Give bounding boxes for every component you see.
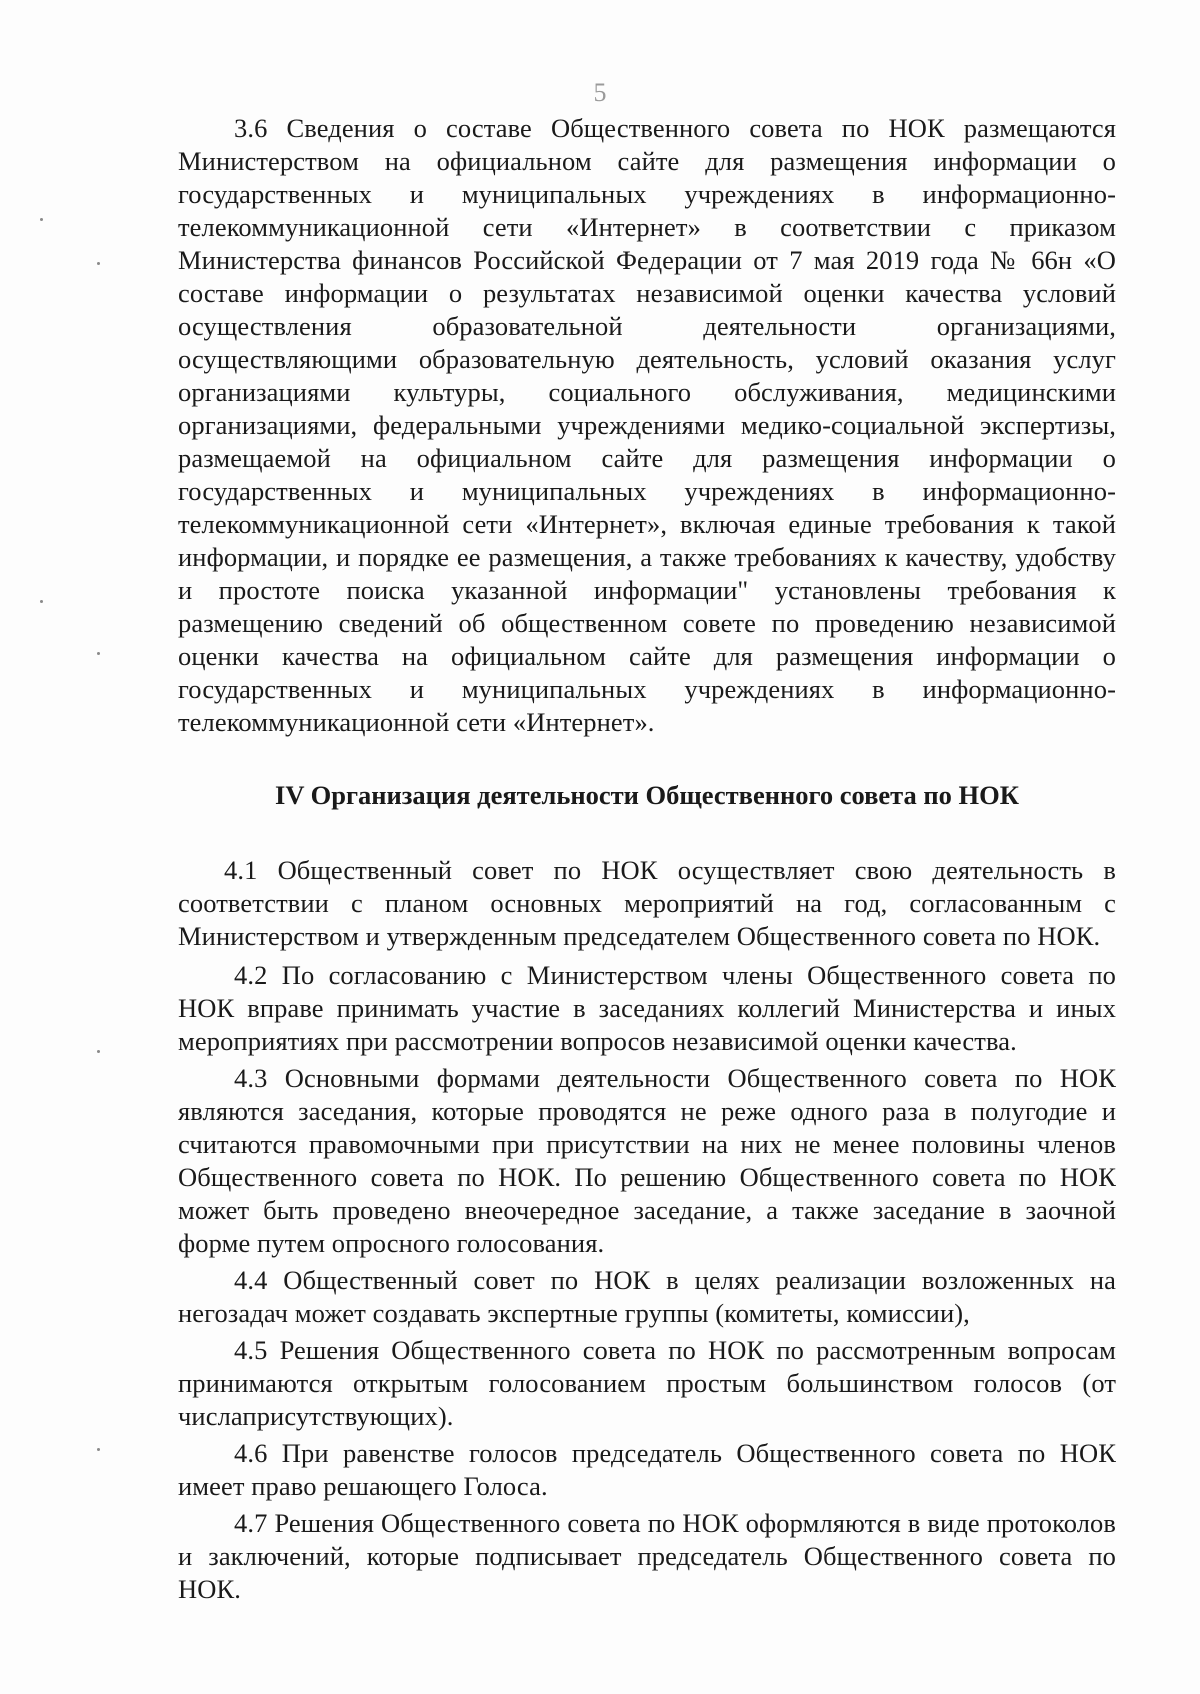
paragraph-4-4: 4.4 Общественный совет по НОК в целях реализации возложенных на негозадач может создавать экспертные группы (комитеты, комиссии), (178, 1265, 1116, 1328)
page-number: 5 (593, 78, 607, 107)
scan-artifact-dot (97, 1050, 100, 1053)
paragraph-4-1: 4.1 Общественный совет по НОК осуществляет свою деятельность в соответствии с планом основных мероприятий на год, согласованным с Министерством и утвержденным председателем Общественного совета по НОК. (178, 855, 1116, 951)
scan-artifact-dot (97, 262, 100, 265)
section-heading-iv: IV Организация деятельности Общественного совета по НОК (275, 780, 1019, 810)
scan-artifact-dot (97, 652, 100, 655)
paragraph-4-3: 4.3 Основными формами деятельности Общественного совета по НОК являются заседания, которые проводятся не реже одного раза в полугодие и считаются правомочными при присутствии на них не менее половины членов Общественного совета по НОК. По решению Общественного совета по НОК может быть проведено внеочередное заседание, а также заседание в заочной форме путем опросного голосования. (178, 1063, 1116, 1258)
paragraph-4-2: 4.2 По согласованию с Министерством члены Общественного совета по НОК вправе принимать участие в заседаниях коллегий Министерства и иных мероприятиях при рассмотрении вопросов независимой оценки качества. (178, 960, 1116, 1056)
scan-artifact-dot (97, 1448, 100, 1451)
paragraph-3-6: 3.6 Сведения о составе Общественного совета по НОК размещаются Министерством на официальном сайте для размещения информации о государственных и муниципальных учреждениях в информационно-телекоммуникационной сети «Интернет» в соответствии с приказом Министерства финансов Российской Федерации от 7 мая 2019 года № 66н «О составе информации о результатах независимой оценки качества условий осуществления образовательной деятельности организациями, осуществляющими образовательную деятельность, условий оказания услуг организациями культуры, социального обслуживания, медицинскими организациями, федеральными учреждениями медико-социальной экспертизы, размещаемой на официальном сайте для размещения информации о государственных и муниципальных учреждениях в информационно-телекоммуникационной сети «Интернет», включая единые требования к такой информации, и порядке ее размещения, а также требованиях к качеству, удобству и простоте поиска указанной информации" установлены требования к размещению сведений об общественном совете по проведению независимой оценки качества на официальном сайте для размещения информации о государственных и муниципальных учреждениях в информационно-телекоммуникационной сети «Интернет». (178, 113, 1116, 737)
paragraph-4-6: 4.6 При равенстве голосов председатель Общественного совета по НОК имеет право решающего Голоса. (178, 1438, 1116, 1501)
paragraph-4-7: 4.7 Решения Общественного совета по НОК оформляются в виде протоколов и заключений, которые подписывает председатель Общественного совета по НОК. (178, 1508, 1116, 1604)
scan-artifact-dot (40, 218, 43, 221)
document-body (178, 112, 1116, 1610)
scan-artifact-dot (40, 600, 43, 603)
paragraph-4-5: 4.5 Решения Общественного совета по НОК по рассмотренным вопросам принимаются открытым голосованием простым большинством голосов (от числаприсутствующих). (178, 1335, 1116, 1431)
